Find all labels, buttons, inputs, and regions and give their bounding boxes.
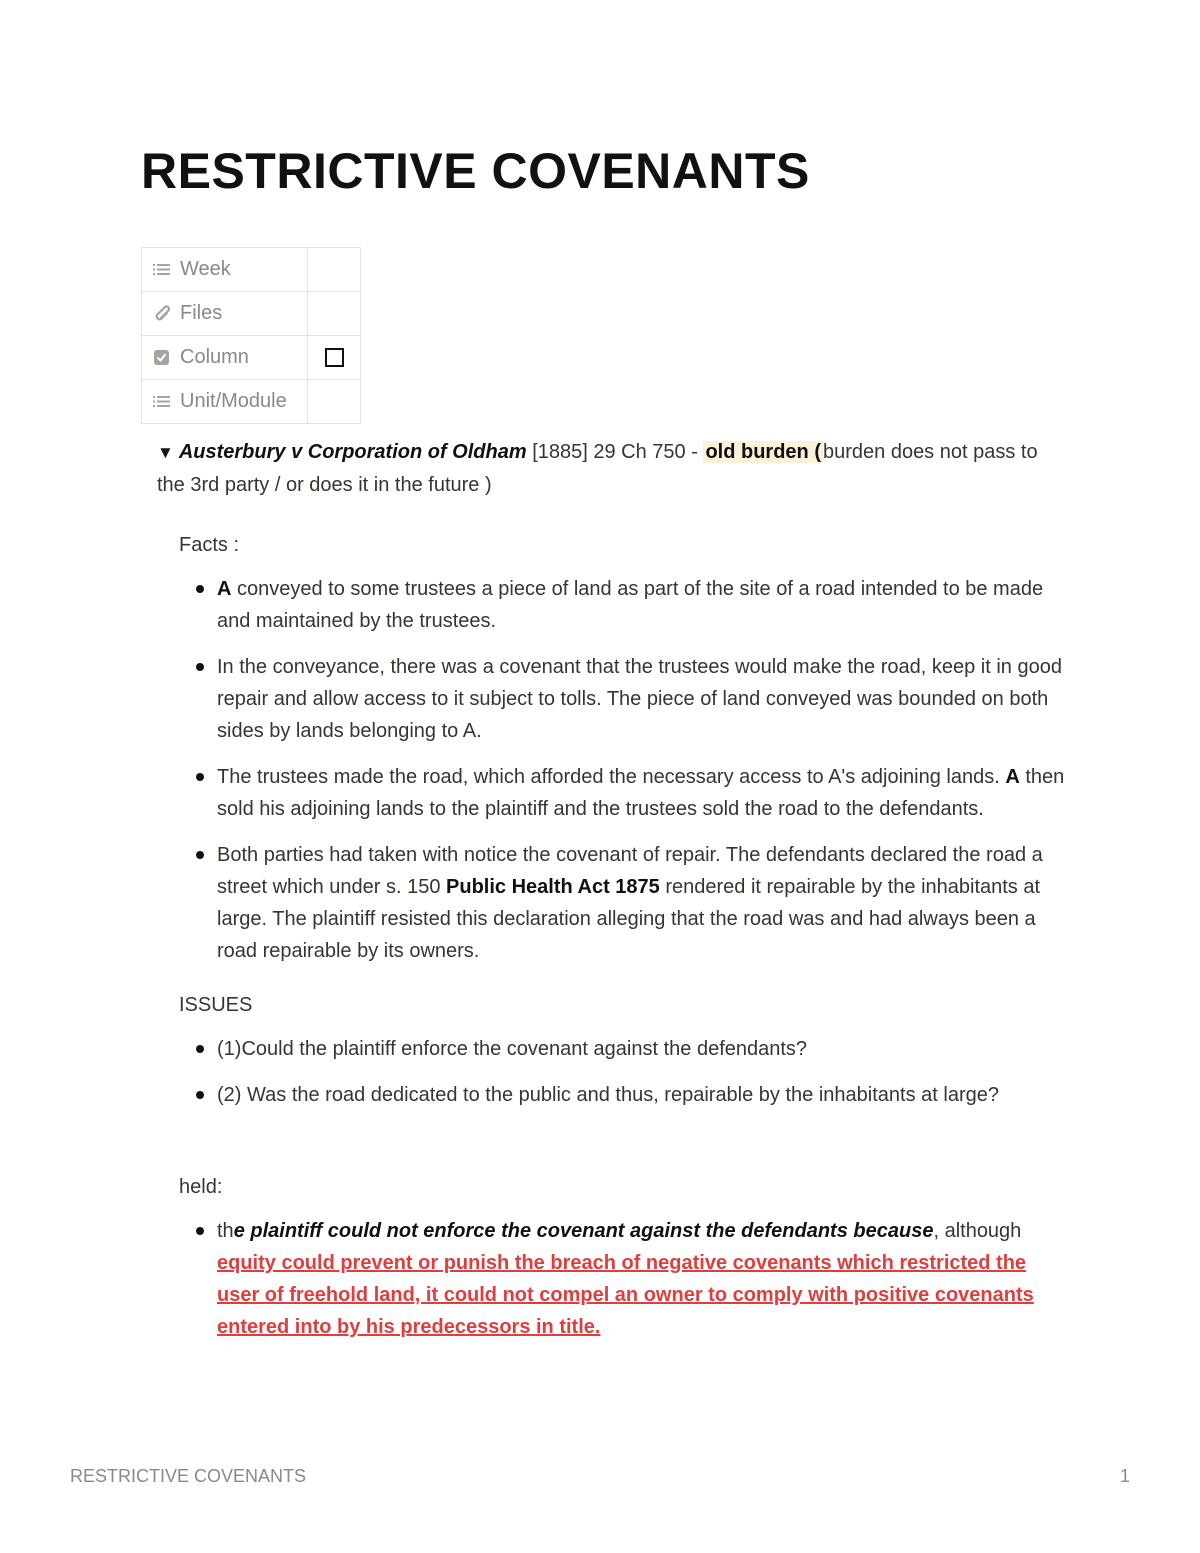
held-list	[179, 1215, 1067, 1343]
bold-text: A	[1005, 766, 1020, 788]
list-icon	[153, 395, 170, 408]
property-week[interactable]	[142, 248, 308, 292]
property-label: Column	[180, 346, 249, 368]
bold-text: Public Health Act 1875	[446, 876, 660, 898]
property-row	[142, 380, 361, 424]
property-label: Week	[180, 258, 231, 280]
item-text: (2) Was the road dedicated to the public and thus, repairable by the inhabitants at large?	[217, 1084, 999, 1106]
property-files[interactable]	[142, 292, 308, 336]
page-title: RESTRICTIVE COVENANTS	[141, 143, 810, 199]
list-item	[217, 761, 1067, 825]
property-row	[142, 248, 361, 292]
list-item	[217, 1215, 1067, 1343]
issues-list	[179, 1033, 1067, 1111]
item-text: th	[217, 1220, 234, 1242]
property-value[interactable]	[308, 380, 361, 424]
list-item	[217, 651, 1067, 747]
page-number: 1	[1119, 1466, 1130, 1486]
issues-label: ISSUES	[179, 994, 253, 1016]
item-text: Both parties had taken with notice the covenant of repair. The defendants declared the road a street which under s. 150	[217, 844, 1043, 898]
highlighted-text: old burden (	[705, 441, 821, 463]
property-label: Files	[180, 302, 223, 324]
properties-table	[141, 247, 361, 424]
item-text: then sold his adjoining lands to the plaintiff and the trustees sold the road to the defendants.	[217, 766, 1065, 820]
property-value[interactable]	[308, 292, 361, 336]
property-column[interactable]	[142, 336, 308, 380]
property-value[interactable]	[308, 248, 361, 292]
toggle-block	[157, 436, 1067, 1357]
item-text: (1)Could the plaintiff enforce the covenant against the defendants?	[217, 1038, 808, 1060]
toggle-triangle-icon[interactable]: ▼	[157, 443, 174, 462]
property-row	[142, 292, 361, 336]
list-item	[217, 1079, 1067, 1111]
list-icon	[153, 263, 170, 276]
footer-title: RESTRICTIVE COVENANTS	[70, 1466, 307, 1486]
property-row	[142, 336, 361, 380]
case-citation: [1885] 29 Ch 750 -	[526, 441, 704, 463]
checkbox-icon	[153, 349, 170, 366]
list-item	[217, 1033, 1067, 1065]
paperclip-icon	[153, 304, 170, 323]
item-text: The trustees made the road, which afforded the necessary access to A's adjoining lands.	[217, 766, 1006, 788]
red-underlined-text: equity could prevent or punish the breach of negative covenants which restricted the user of freehold land, it could not compel an owner to comply with positive covenants entered into by his predecessors in title.	[217, 1252, 1034, 1338]
bold-italic-text: e plaintiff could not enforce the covenant against the defendants because	[233, 1220, 934, 1242]
item-text: , although	[933, 1220, 1022, 1242]
list-item	[217, 573, 1067, 637]
toggle-heading[interactable]	[157, 436, 1067, 501]
facts-label: Facts :	[179, 534, 240, 556]
case-name: Austerbury v Corporation of Oldham	[178, 441, 527, 463]
held-label: held:	[179, 1176, 223, 1198]
toggle-body	[179, 529, 1067, 1343]
heading-rest: burden does not pass to the 3rd party / or does it in the future )	[157, 441, 1038, 496]
item-text: rendered it repairable by the inhabitants at large. The plaintiff resisted this declaration alleging that the road was and had always been a road repairable by its owners.	[217, 876, 1041, 962]
bold-text: A	[217, 578, 232, 600]
property-label: Unit/Module	[180, 390, 287, 412]
facts-list	[179, 573, 1067, 967]
item-text: conveyed to some trustees a piece of land as part of the site of a road intended to be made and maintained by the trustees.	[217, 578, 1044, 632]
property-unit-module[interactable]	[142, 380, 308, 424]
property-value	[308, 336, 361, 380]
item-text: In the conveyance, there was a covenant that the trustees would make the road, keep it in good repair and allow access to it subject to tolls. The piece of land conveyed was bounded on both sides by lands belonging to A.	[217, 656, 1062, 742]
column-checkbox[interactable]	[325, 348, 344, 367]
list-item	[217, 839, 1067, 967]
